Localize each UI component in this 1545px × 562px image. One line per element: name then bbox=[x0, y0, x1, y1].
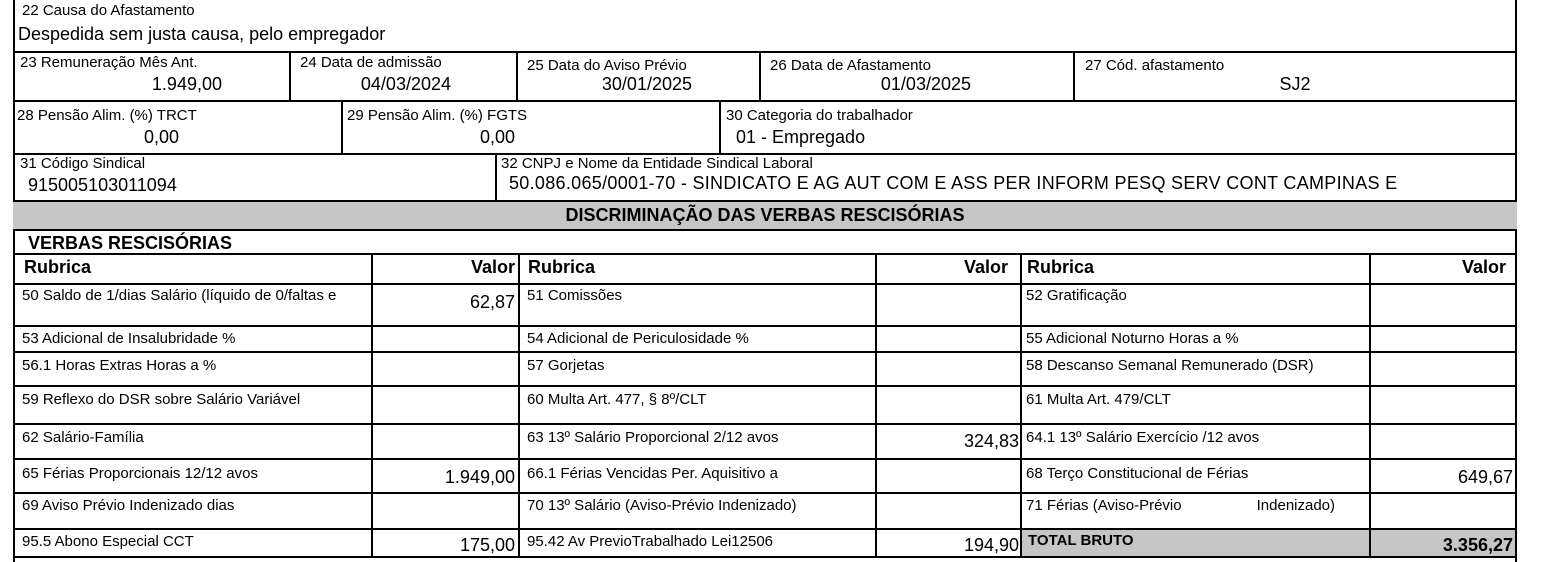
divider bbox=[13, 51, 1517, 53]
field-25-label: 25 Data do Aviso Prévio bbox=[527, 57, 687, 74]
field-30-label: 30 Categoria do trabalhador bbox=[726, 107, 913, 124]
right-border bbox=[1515, 0, 1517, 562]
divider bbox=[13, 253, 1517, 255]
section-title: DISCRIMINAÇÃO DAS VERBAS RESCISÓRIAS bbox=[565, 205, 965, 225]
field-31-value: 915005103011094 bbox=[28, 175, 177, 195]
divider bbox=[13, 385, 1517, 387]
divider bbox=[13, 351, 1517, 353]
rubrica-53: 53 Adicional de Insalubridade % bbox=[22, 330, 236, 347]
subsection-title: VERBAS RESCISÓRIAS bbox=[28, 233, 233, 253]
rubrica-52: 52 Gratificação bbox=[1026, 287, 1127, 304]
rubrica-57: 57 Gorjetas bbox=[527, 357, 605, 374]
header-rubrica-3: Rubrica bbox=[1027, 257, 1095, 277]
divider bbox=[13, 556, 1517, 558]
rubrica-58: 58 Descanso Semanal Remunerado (DSR) bbox=[1026, 357, 1314, 374]
rubrica-68: 68 Terço Constitucional de Férias bbox=[1026, 465, 1249, 482]
divider bbox=[495, 153, 497, 202]
valor-68: 649,67 bbox=[1457, 467, 1513, 487]
rubrica-70: 70 13º Salário (Aviso-Prévio Indenizado) bbox=[527, 497, 797, 514]
field-27-value: SJ2 bbox=[1279, 74, 1311, 94]
total-bruto-value: 3.356,27 bbox=[1442, 535, 1513, 555]
rubrica-51: 51 Comissões bbox=[527, 287, 623, 304]
rubrica-59: 59 Reflexo do DSR sobre Salário Variável bbox=[22, 391, 301, 408]
field-28-value: 0,00 bbox=[143, 127, 179, 147]
divider bbox=[719, 100, 721, 155]
rubrica-95-42: 95.42 Av PrevioTrabalhado Lei12506 bbox=[527, 533, 774, 550]
rubrica-63: 63 13º Salário Proporcional 2/12 avos bbox=[527, 429, 779, 446]
field-26-value: 01/03/2025 bbox=[880, 74, 971, 94]
field-28-label: 28 Pensão Alim. (%) TRCT bbox=[17, 107, 197, 124]
field-29-label: 29 Pensão Alim. (%) FGTS bbox=[347, 107, 528, 124]
divider bbox=[13, 100, 1517, 102]
divider bbox=[13, 492, 1517, 494]
divider bbox=[1020, 253, 1022, 558]
header-rubrica-1: Rubrica bbox=[24, 257, 92, 277]
rubrica-69: 69 Aviso Prévio Indenizado dias bbox=[22, 497, 235, 514]
field-25-value: 30/01/2025 bbox=[601, 74, 692, 94]
valor-95-5: 175,00 bbox=[459, 535, 515, 555]
header-valor-1: Valor bbox=[470, 257, 515, 277]
field-22-value: Despedida sem justa causa, pelo empregador bbox=[18, 24, 386, 44]
header-valor-2: Valor bbox=[963, 257, 1008, 277]
valor-50: 62,87 bbox=[469, 292, 515, 312]
field-29-value: 0,00 bbox=[479, 127, 515, 147]
rubrica-55: 55 Adicional Noturno Horas a % bbox=[1026, 330, 1239, 347]
field-30-value: 01 - Empregado bbox=[736, 127, 866, 147]
divider bbox=[13, 325, 1517, 327]
rubrica-64: 64.1 13º Salário Exercício /12 avos bbox=[1026, 429, 1260, 446]
rubrica-60: 60 Multa Art. 477, § 8º/CLT bbox=[527, 391, 707, 408]
field-24-value: 04/03/2024 bbox=[360, 74, 451, 94]
field-31-label: 31 Código Sindical bbox=[20, 155, 146, 172]
divider bbox=[13, 458, 1517, 460]
valor-95-42: 194,90 bbox=[963, 535, 1019, 555]
divider bbox=[13, 423, 1517, 425]
field-32-label: 32 CNPJ e Nome da Entidade Sindical Laboral bbox=[501, 155, 813, 172]
field-27-label: 27 Cód. afastamento bbox=[1085, 57, 1225, 74]
valor-63: 324,83 bbox=[963, 431, 1019, 451]
rubrica-62: 62 Salário-Família bbox=[22, 429, 144, 446]
rubrica-95-5: 95.5 Abono Especial CCT bbox=[22, 533, 194, 550]
rubrica-54: 54 Adicional de Periculosidade % bbox=[527, 330, 749, 347]
field-23-value: 1.949,00 bbox=[151, 74, 222, 94]
rubrica-61: 61 Multa Art. 479/CLT bbox=[1026, 391, 1171, 408]
header-valor-3: Valor bbox=[1461, 257, 1506, 277]
field-32-value: 50.086.065/0001-70 - SINDICATO E AG AUT COM E ASS PER INFORM PESQ SERV CONT CAMPINAS E bbox=[509, 173, 1398, 193]
rubrica-56: 56.1 Horas Extras Horas a % bbox=[22, 357, 217, 374]
header-rubrica-2: Rubrica bbox=[528, 257, 596, 277]
field-23-label: 23 Remuneração Mês Ant. bbox=[20, 54, 198, 71]
field-22-label: 22 Causa do Afastamento bbox=[22, 2, 195, 19]
valor-65: 1.949,00 bbox=[444, 467, 515, 487]
rubrica-65: 65 Férias Proporcionais 12/12 avos bbox=[22, 465, 258, 482]
field-26-label: 26 Data de Afastamento bbox=[770, 57, 931, 74]
divider bbox=[1369, 253, 1371, 558]
divider bbox=[518, 253, 520, 558]
divider bbox=[13, 283, 1517, 285]
rubrica-50: 50 Saldo de 1/dias Salário (líquido de 0/faltas e bbox=[22, 287, 337, 304]
field-24-label: 24 Data de admissão bbox=[300, 54, 442, 71]
total-bruto-label: TOTAL BRUTO bbox=[1028, 532, 1134, 549]
rubrica-66: 66.1 Férias Vencidas Per. Aquisitivo a bbox=[527, 465, 778, 482]
rubrica-71: 71 Férias (Aviso-Prévio Indenizado) bbox=[1026, 497, 1336, 514]
divider bbox=[875, 253, 877, 558]
